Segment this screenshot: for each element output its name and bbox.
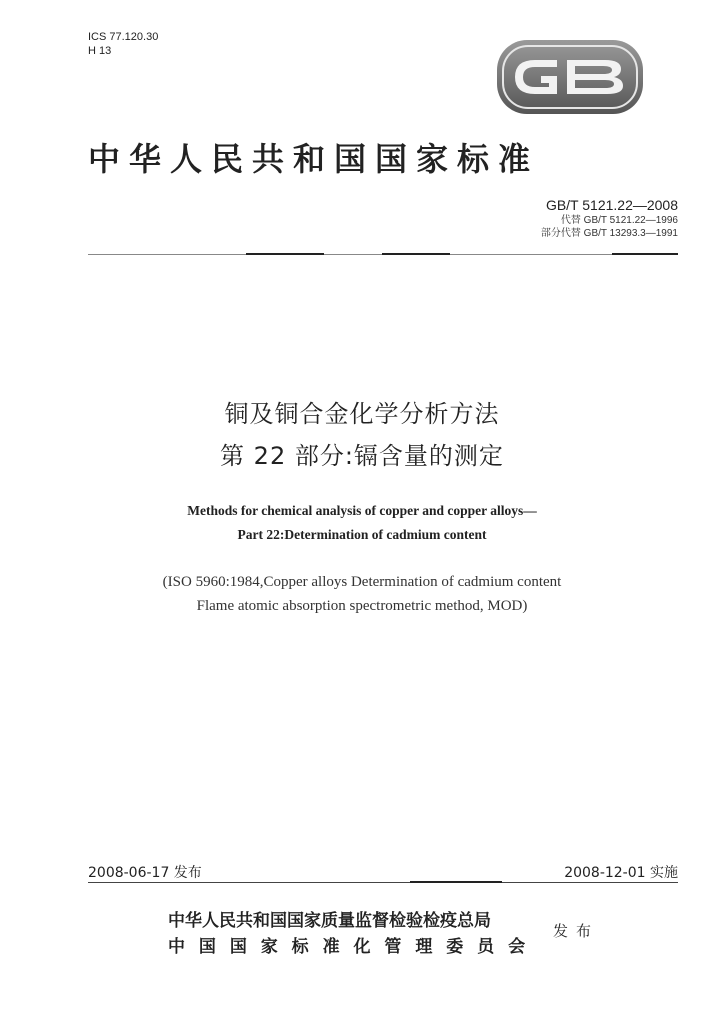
footer-divider — [88, 882, 678, 883]
title-en-line2: Part 22:Determination of cadmium content — [237, 527, 487, 542]
issuer-aqsiq: 中华人民共和国国家质量监督检验检疫总局 — [168, 911, 491, 931]
issue-label: 发布 — [553, 922, 600, 940]
partially-replaces-note: 部分代替 GB/T 13293.3—1991 — [540, 228, 678, 239]
classification-code: H 13 — [88, 45, 112, 57]
ics-code: ICS 77.120.30 — [88, 31, 159, 43]
header-divider-accent-left — [246, 253, 324, 255]
header-divider-accent-right — [612, 253, 678, 255]
gb-logo — [495, 38, 645, 116]
iso-reference-line2: Flame atomic absorption spectrometric method, MOD) — [196, 598, 528, 614]
iso-reference-line1: (ISO 5960:1984,Copper alloys Determination of cadmium content — [162, 574, 562, 590]
footer-divider-accent — [410, 881, 502, 883]
ics-code-block — [88, 30, 158, 58]
replaces-note: 代替 GB/T 5121.22—1996 — [560, 215, 678, 226]
national-standard-title: 中华人民共和国国家标准 — [88, 140, 540, 178]
publish-date: 2008-06-17 发布 — [88, 865, 202, 881]
title-zh-line2: 第 22 部分:镉含量的测定 — [220, 442, 504, 470]
standard-number-block — [541, 196, 678, 240]
header-divider-accent-mid — [382, 253, 450, 255]
standard-number: GB/T 5121.22—2008 — [545, 197, 678, 213]
title-zh-line1: 铜及铜合金化学分析方法 — [224, 400, 500, 428]
effective-date: 2008-12-01 实施 — [564, 865, 678, 881]
issuer-sac: 中 国 国 家 标 准 化 管 理 委 员 会 — [168, 937, 530, 957]
title-en-line1: Methods for chemical analysis of copper and copper alloys— — [187, 503, 537, 518]
